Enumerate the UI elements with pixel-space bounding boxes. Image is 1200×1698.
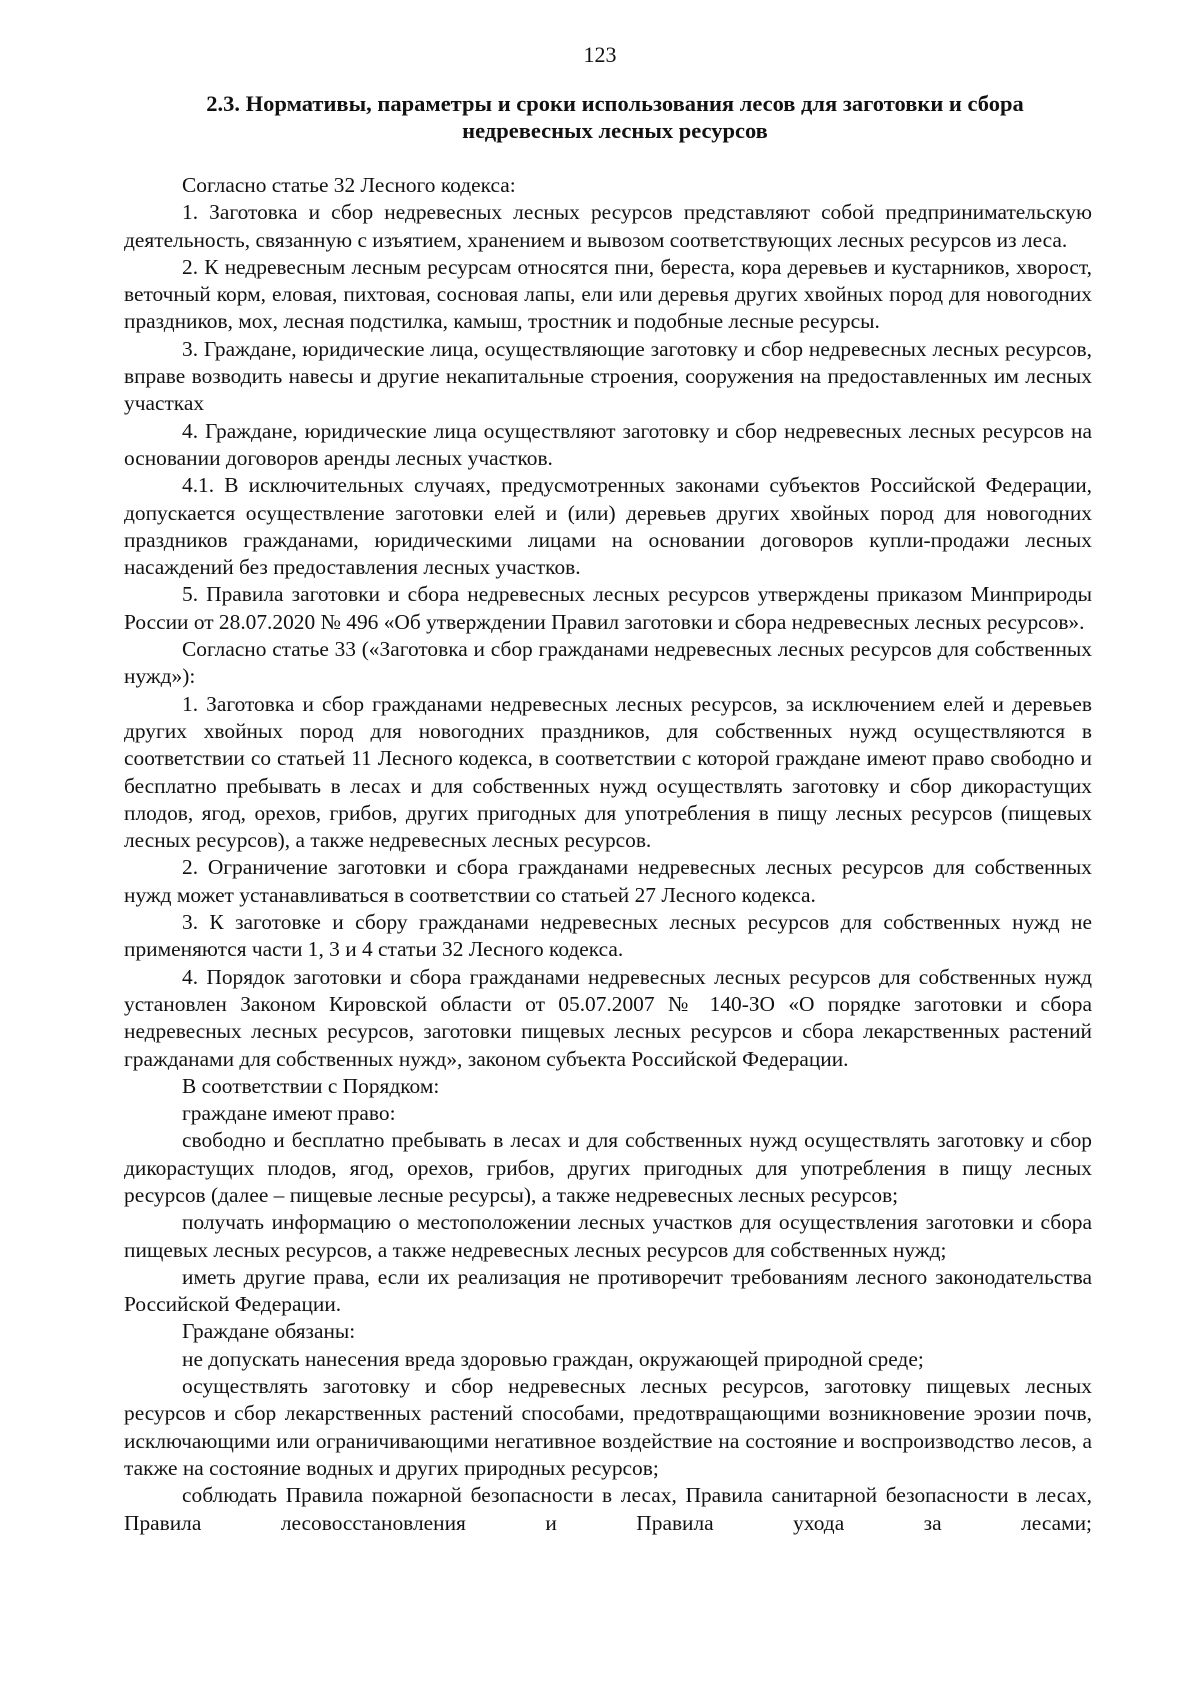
section-heading: 2.3. Нормативы, параметры и сроки использования лесов для заготовки и сбора недревесных лесных ресурсов	[206, 91, 1024, 143]
document-body	[124, 172, 1092, 1537]
paragraph: не допускать нанесения вреда здоровью граждан, окружающей природной среде;	[182, 1346, 924, 1371]
paragraph: 5. Правила заготовки и сбора недревесных лесных ресурсов утверждены приказом Минприроды России от 28.07.2020 № 496 «Об утверждении Правил заготовки и сбора недревесных лесных ресурсов».	[124, 582, 1092, 634]
paragraph: 4.1. В исключительных случаях, предусмотренных законами субъектов Российской Федерации, допускается осуществление заготовки елей и (или) деревьев других хвойных пород для новогодних праздников гражданами, юридическими лицами на основании договоров купли-продажи лесных насаждений без предоставления лесных участков.	[124, 473, 1092, 580]
paragraph: осуществлять заготовку и сбор недревесных лесных ресурсов, заготовку пищевых лесных ресурсов и сбор лекарственных растений способами, предотвращающими возникновение эрозии почв, исключающими или ограничивающими негативное воздействие на состояние и воспроизводство лесов, а также на состояние водных и других природных ресурсов;	[124, 1374, 1092, 1480]
paragraph: 4. Граждане, юридические лица осуществляют заготовку и сбор недревесных лесных ресурсов на основании договоров аренды лесных участков.	[124, 418, 1092, 470]
paragraph: 4. Порядок заготовки и сбора гражданами недревесных лесных ресурсов для собственных нужд установлен Законом Кировской области от 05.07.2007 № 140-ЗО «О порядке заготовки и сбора недревесных лесных ресурсов, заготовки пищевых лесных ресурсов и сбора лекарственных растений гражданами для собственных нужд», законом субъекта Российской Федерации.	[124, 964, 1092, 1071]
paragraph: 2. Ограничение заготовки и сбора гражданами недревесных лесных ресурсов для собственных нужд может устанавливаться в соответствии со статьей 27 Лесного кодекса.	[124, 855, 1092, 907]
paragraph: 3. К заготовке и сбору гражданами недревесных лесных ресурсов для собственных нужд не применяются части 1, 3 и 4 статьи 32 Лесного кодекса.	[124, 910, 1092, 962]
paragraph: свободно и бесплатно пребывать в лесах и для собственных нужд осуществлять заготовку и сбор дикорастущих плодов, ягод, орехов, грибов, других пригодных для употребления в пищу лесных ресурсов (далее – пищевые лесные ресурсы), а также недревесных лесных ресурсов;	[124, 1128, 1092, 1207]
paragraph: В соответствии с Порядком:	[182, 1073, 440, 1098]
page-number: 123	[583, 42, 617, 67]
paragraph: соблюдать Правила пожарной безопасности в лесах, Правила санитарной безопасности в лесах, Правила лесовосстановления и Правила ухода за лесами;	[124, 1483, 1092, 1535]
paragraph: иметь другие права, если их реализация не противоречит требованиям лесного законодательства Российской Федерации.	[124, 1264, 1092, 1317]
paragraph: Граждане обязаны:	[182, 1319, 356, 1344]
paragraph: 1. Заготовка и сбор гражданами недревесных лесных ресурсов, за исключением елей и деревьев других хвойных пород для новогодних праздников, для собственных нужд осуществляются в соответствии со статьей 11 Лесного кодекса, в соответствии с которой граждане имеют право свободно и бесплатно пребывать в лесах и для собственных нужд осуществлять заготовку и сбор дикорастущих плодов, ягод, орехов, грибов, других пригодных для употребления в пищу лесных ресурсов (пищевых лесных ресурсов), а также недревесных лесных ресурсов.	[124, 691, 1092, 853]
paragraph: Согласно статье 32 Лесного кодекса:	[182, 173, 516, 197]
paragraph: 2. К недревесным лесным ресурсам относятся пни, береста, кора деревьев и кустарников, хворост, веточный корм, еловая, пихтовая, сосновая лапы, ели или деревья других хвойных пород для новогодних праздников, мох, лесная подстилка, камыш, тростник и подобные лесные ресурсы.	[124, 254, 1092, 334]
paragraph: 1. Заготовка и сбор недревесных лесных ресурсов представляют собой предпринимательскую деятельность, связанную с изъятием, хранением и вывозом соответствующих лесных ресурсов из леса.	[124, 200, 1092, 252]
paragraph: Согласно статье 33 («Заготовка и сбор гражданами недревесных лесных ресурсов для собственных нужд»):	[124, 637, 1092, 689]
paragraph: граждане имеют право:	[182, 1101, 396, 1126]
paragraph: 3. Граждане, юридические лица, осуществляющие заготовку и сбор недревесных лесных ресурсов, вправе возводить навесы и другие некапитальные строения, сооружения на предоставленных им лесных участках	[124, 336, 1092, 416]
paragraph: получать информацию о местоположении лесных участков для осуществления заготовки и сбора пищевых лесных ресурсов, а также недревесных лесных ресурсов для собственных нужд;	[124, 1210, 1092, 1262]
